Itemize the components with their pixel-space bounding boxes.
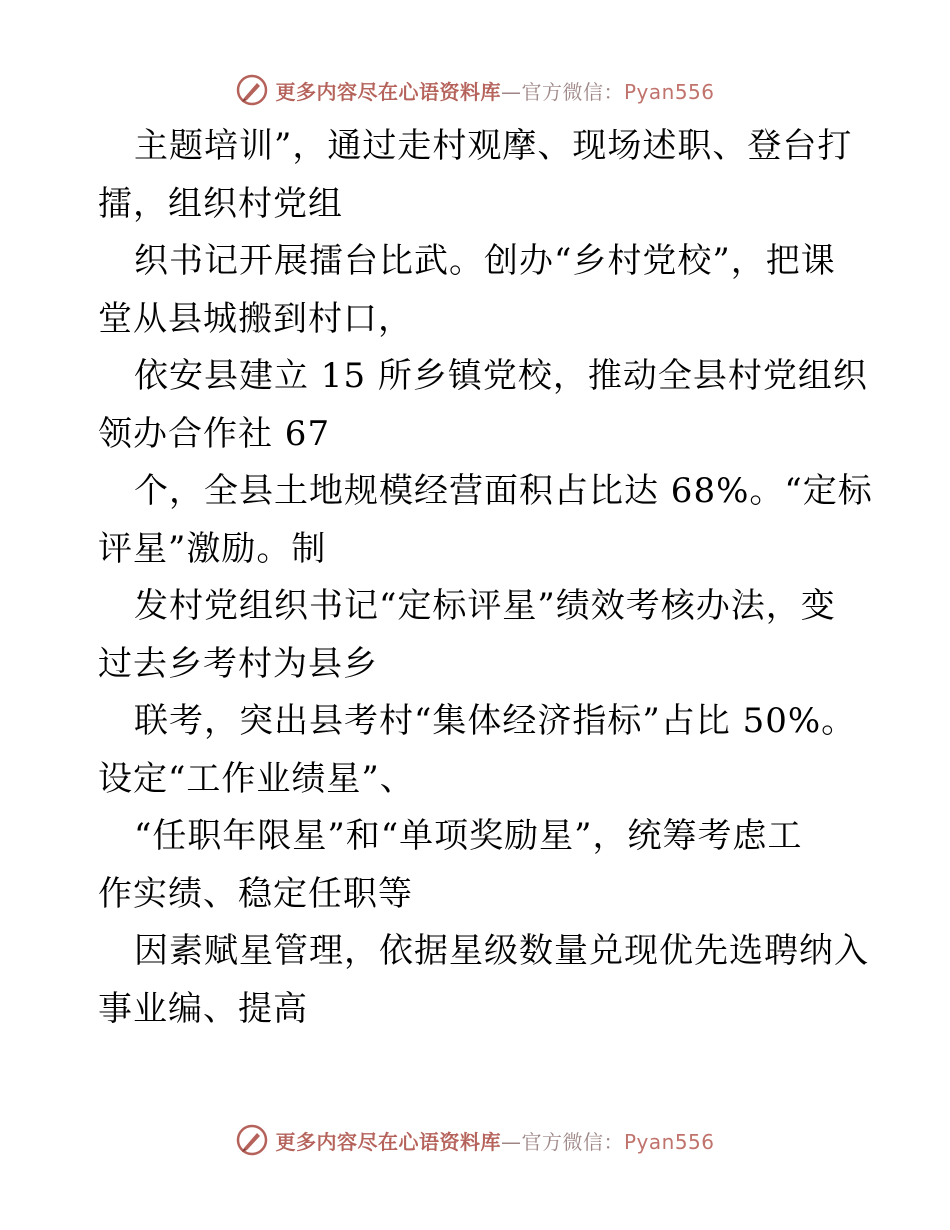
text-line: 擂，组织村党组 <box>98 183 343 224</box>
text-line: 事业编、提高 <box>98 988 308 1029</box>
footer-wechat-id: Pyan556 <box>623 1129 715 1154</box>
header-brand: 更多内容尽在心语资料库 <box>275 79 501 104</box>
text-line: “任职年限星”和“单项奖励星”，统筹考虑工 <box>134 816 803 856</box>
text-line: 织书记开展擂台比武。创办“乡村党校”，把课 <box>134 241 836 281</box>
footer-separator: — <box>500 1129 522 1154</box>
footer-banner <box>0 1120 950 1160</box>
text-line: 过去乡考村为县乡 <box>98 643 378 684</box>
text-line: 评星”激励。制 <box>98 528 327 569</box>
text-line: 作实绩、稳定任职等 <box>98 873 413 914</box>
document-body <box>98 118 873 1038</box>
text-line: 依安县建立 15 所乡镇党校，推动全县村党组织 <box>134 356 868 396</box>
text-line: 个，全县土地规模经营面积占比达 68%。“定标 <box>134 471 873 511</box>
header-wechat-id: Pyan556 <box>623 79 715 104</box>
header-wechat-label: 官方微信： <box>521 79 624 104</box>
text-line: 堂从县城搬到村口， <box>98 298 413 339</box>
text-line: 领办合作社 67 <box>98 413 331 454</box>
pen-logo-icon <box>235 73 269 107</box>
header-separator: — <box>500 79 522 104</box>
footer-text <box>275 1126 714 1155</box>
text-line: 联考，突出县考村“集体经济指标”占比 50%。 <box>134 701 857 741</box>
header-text <box>275 76 714 105</box>
text-line: 因素赋星管理，依据星级数量兑现优先选聘纳入 <box>134 931 869 971</box>
header-banner <box>0 70 950 110</box>
footer-wechat-label: 官方微信： <box>521 1129 624 1154</box>
footer-brand: 更多内容尽在心语资料库 <box>275 1129 501 1154</box>
text-line: 设定“工作业绩星”、 <box>98 758 415 799</box>
pen-logo-icon <box>235 1123 269 1157</box>
text-line: 主题培训”，通过走村观摩、现场述职、登台打 <box>134 126 853 166</box>
text-line: 发村党组织书记“定标评星”绩效考核办法，变 <box>134 586 836 626</box>
